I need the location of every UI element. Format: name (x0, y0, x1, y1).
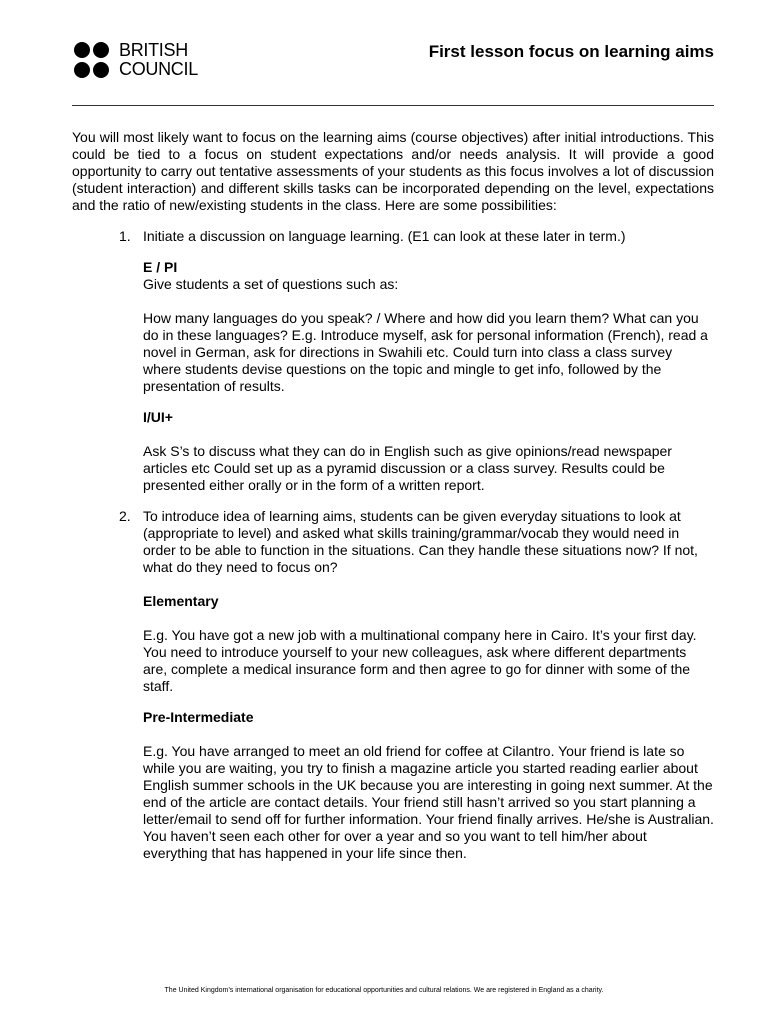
logo-line-2: COUNCIL (119, 59, 198, 79)
level-heading-elementary: Elementary (143, 593, 219, 609)
logo-dots-icon (74, 41, 114, 79)
list-number: 2. (119, 508, 131, 524)
intro-paragraph: You will most likely want to focus on the learning aims (course objectives) after initial introductions. This could be tied to a focus on student expectations and/or needs analysis. It will provide a good opportunity to carry out tentative assessments of your students as this focus involves a lot of discussion (student interaction) and different skills tasks can be incorporated depending on the level, expectations and the ratio of new/existing students in the class. Here are some possibilities: (72, 129, 714, 213)
list-item-text: To introduce idea of learning aims, students can be given everyday situations to look at (appropriate to level) and asked what skills training/grammar/vocab they would need in order to be able to function in the situations. Can they handle these situations now? If not, what do they need to focus on? (143, 508, 698, 575)
logo-wordmark (119, 41, 198, 79)
section-text: Ask S’s to discuss what they can do in English such as give opinions/read newspaper articles etc Could set up as a pyramid discussion or a class survey. Results could be presented either orally or in the form of a written report. (143, 443, 672, 493)
document-body (72, 129, 714, 862)
british-council-logo (74, 41, 224, 81)
header-divider (72, 105, 714, 106)
footer-note: The United Kingdom’s international organisation for educational opportunities and cultural relations. We are registered in England as a charity. (164, 987, 604, 994)
level-heading-e-pi: E / PI (143, 259, 178, 275)
page-title: First lesson focus on learning aims (428, 42, 714, 61)
list-item-text: Initiate a discussion on language learning. (E1 can look at these later in term.) (143, 228, 626, 244)
level-heading-pre-intermediate: Pre-Intermediate (143, 709, 254, 725)
section-text: E.g. You have got a new job with a multinational company here in Cairo. It’s your first day. You need to introduce yourself to your new colleagues, ask where different departments are, complete a medical insurance form and then agree to go for dinner with some of the staff. (143, 627, 697, 694)
list-item-2 (72, 508, 714, 576)
level-heading-i-ui: I/UI+ (143, 409, 173, 425)
list-item-1 (72, 228, 714, 245)
section-text: Give students a set of questions such as: (143, 276, 399, 292)
section-text: E.g. You have arranged to meet an old friend for coffee at Cilantro. Your friend is late so while you are waiting, you try to finish a magazine article you started reading earlier about English summer schools in the UK because you are interesting in going next summer. At the end of the article are contact details. Your friend still hasn’t arrived so you start planning a letter/email to send off for further information. Your friend finally arrives. He/she is Australian. You haven’t seen each other for over a year and so you want to tell him/her about everything that has happened in your life since then. (143, 743, 714, 861)
logo-line-1: BRITISH (119, 40, 188, 60)
list-number: 1. (119, 228, 131, 244)
section-text: How many languages do you speak? / Where and how did you learn them? What can you do in these languages? E.g. Introduce myself, ask for personal information (French), read a novel in German, ask for directions in Swahili etc. Could turn into class a class survey where students devise questions on the topic and mingle to get info, followed by the presentation of results. (143, 310, 708, 394)
